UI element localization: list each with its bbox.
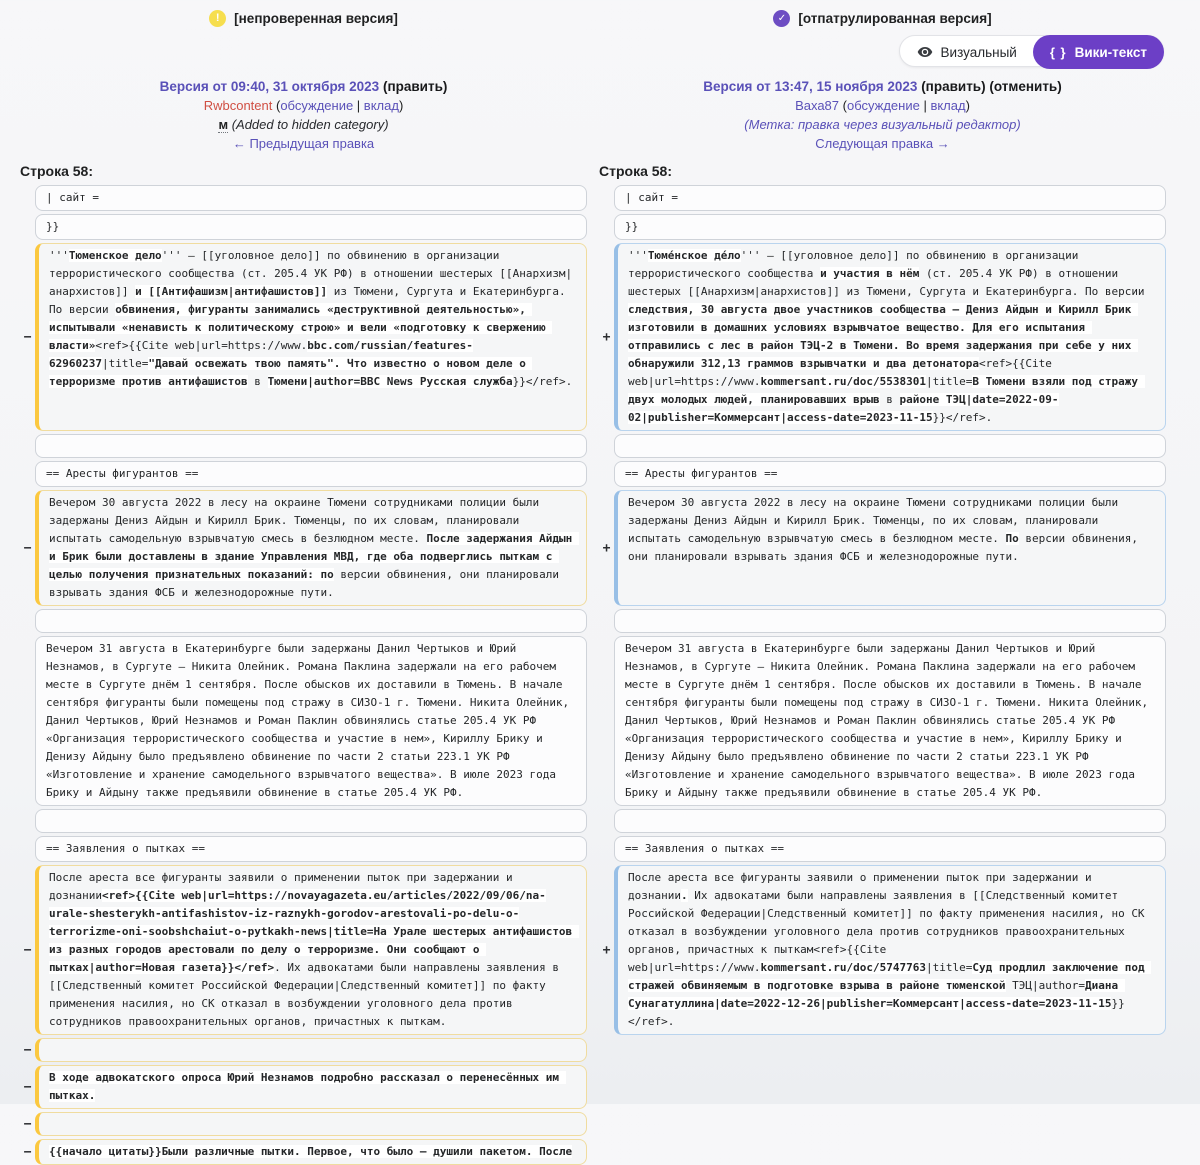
- diff-cell-context: == Аресты фигурантов ==: [614, 461, 1166, 487]
- new-revision-status-label: [отпатрулированная версия]: [798, 11, 992, 26]
- diff-row: [0, 809, 1200, 833]
- gutter-spacer: [599, 636, 614, 806]
- old-version-header: [20, 77, 587, 153]
- minor-edit-marker: м: [218, 117, 229, 132]
- diff-cell-context: [35, 609, 587, 633]
- diff-row: [0, 609, 1200, 633]
- diff-table: [0, 185, 1200, 1165]
- gutter-spacer: [599, 185, 614, 211]
- new-version-date-link[interactable]: Версия от 13:47, 15 ноября 2023: [703, 79, 918, 94]
- new-version-header: [599, 77, 1166, 153]
- new-version-column-cell: [599, 461, 1166, 487]
- new-version-column-cell: [599, 243, 1166, 431]
- old-version-column-cell: [20, 461, 587, 487]
- wikitext-mode-label: Вики-текст: [1074, 44, 1147, 60]
- diff-cell-deleted: [35, 1112, 587, 1136]
- old-user-talk-link[interactable]: обсуждение: [280, 98, 354, 113]
- old-version-column-cell: [20, 636, 587, 806]
- diff-row: [0, 1112, 1200, 1136]
- previous-edit-link[interactable]: ← Предыдущая правка: [232, 136, 375, 151]
- diff-cell-context: }}: [35, 214, 587, 240]
- line-number-row: [0, 163, 1200, 179]
- deleted-line-marker: −: [23, 942, 32, 958]
- empty-column-spacer: [599, 1065, 1166, 1109]
- old-version-user-line: [204, 96, 404, 115]
- diff-cell-added: Вечером 30 августа 2022 в лесу на окраине Тюмени сотрудниками полиции были задержаны Дениз Айдын и Кирилл Брик. Тюменцы, по их словам, планировали испытать самодельную взрывчатую смесь в безлюдном месте. По версии обвинения, они планировали взрывать здания ФСБ и железнодорожные пути.: [614, 490, 1166, 606]
- empty-column-spacer: [599, 1038, 1166, 1062]
- diff-row: [0, 214, 1200, 240]
- check-glyph: ✓: [777, 12, 787, 24]
- paren: ): [965, 98, 970, 113]
- old-version-column-cell: [20, 609, 587, 633]
- next-edit-link[interactable]: Следующая правка →: [815, 136, 950, 151]
- visual-mode-button[interactable]: [900, 36, 1034, 68]
- new-version-column-cell: [599, 636, 1166, 806]
- added-line-marker: +: [602, 329, 611, 345]
- diff-row: [0, 836, 1200, 862]
- old-line-number-header: Строка 58:: [20, 163, 93, 179]
- gutter-spacer: [599, 434, 614, 458]
- old-version-column-cell: [20, 865, 587, 1035]
- diff-cell-deleted: [35, 1038, 587, 1062]
- gutter-spacer: [20, 461, 35, 487]
- gutter-spacer: [599, 809, 614, 833]
- diff-row: [0, 185, 1200, 211]
- edit-summary: (Added to hidden category): [228, 117, 389, 132]
- old-version-column-cell: [20, 243, 587, 431]
- diff-cell-context: [35, 434, 587, 458]
- deleted-line-marker: −: [23, 1042, 32, 1058]
- new-version-undo-link[interactable]: (отменить): [985, 79, 1062, 94]
- old-revision-status-label: [непроверенная версия]: [234, 11, 398, 26]
- gutter-spacer: [599, 461, 614, 487]
- diff-cell-deleted: После ареста все фигуранты заявили о применении пыток при задержании и дознании<ref>{{Cite web|url=https://novayagazeta.eu/articles/2022/09/06/na-urale-shesterykh-antifashistov-iz-raznykh-gorodov-arestovali-po-delu-o-terrorizme-oni-soobshchaiut-o-pytkakh-news|title=На Урале шестерых антифашистов из разных городов арестовали по делу о терроризме. Они сообщают о пытках|author=Новая газета}}</ref>. Их адвокатами были направлены заявления в [[Следственный комитет Российской Федерации|Следственный комитет]] по факту применения насилия, но СК отказал в возбуждении уголовного дела против сотрудников правоохранительных органов, причастных к пыткам.: [35, 865, 587, 1035]
- old-user-contribs-link[interactable]: вклад: [363, 98, 399, 113]
- gutter-spacer: [20, 636, 35, 806]
- added-line-marker: +: [602, 942, 611, 958]
- new-version-nav-line: [815, 134, 950, 153]
- gutter-spacer: [599, 214, 614, 240]
- diff-cell-deleted: В ходе адвокатского опроса Юрий Незнамов подробно рассказал о перенесённых им пытках.: [35, 1065, 587, 1109]
- paren: (: [839, 98, 847, 113]
- old-version-column-cell: [20, 1038, 587, 1062]
- new-version-column-cell: [599, 214, 1166, 240]
- diff-cell-deleted: Вечером 30 августа 2022 в лесу на окраине Тюмени сотрудниками полиции были задержаны Дениз Айдын и Кирилл Брик. Тюменцы, по их словам, планировали испытать самодельную взрывчатую смесь в безлюдном месте. После задержания Айдын и Брик были доставлены в здание Управления МВД, где оба подверглись пыткам с целью получения признательных показаний: по версии обвинения, они планировали взрывать здания ФСБ и железнодорожные пути.: [35, 490, 587, 606]
- diff-row: [0, 434, 1200, 458]
- diff-row: [0, 636, 1200, 806]
- old-version-user-link[interactable]: Rwbcontent: [203, 98, 273, 113]
- gutter-spacer: [20, 809, 35, 833]
- pipe-separator: |: [353, 98, 364, 113]
- warning-glyph: !: [215, 12, 220, 24]
- new-version-column-cell: [599, 434, 1166, 458]
- patrolled-check-icon: [773, 10, 790, 27]
- diff-cell-context: == Заявления о пытках ==: [614, 836, 1166, 862]
- diff-cell-context: | сайт =: [614, 185, 1166, 211]
- paren: ): [398, 98, 404, 113]
- gutter-spacer: [599, 836, 614, 862]
- diff-row: [0, 461, 1200, 487]
- old-version-column-cell: [20, 1065, 587, 1109]
- old-version-column-cell: [20, 434, 587, 458]
- revision-status-row: [0, 0, 1200, 27]
- diff-row: [0, 1139, 1200, 1165]
- old-version-column-cell: [20, 1139, 587, 1165]
- old-version-edit-link[interactable]: (править): [379, 79, 448, 94]
- new-version-column-cell: [599, 490, 1166, 606]
- version-headers-row: [0, 77, 1200, 153]
- old-revision-status: [20, 10, 587, 27]
- unpatrolled-warning-icon: [209, 10, 226, 27]
- diff-cell-context: Вечером 31 августа в Екатеринбурге были задержаны Данил Чертыков и Юрий Незнамов, в Сургуте — Никита Олейник. Романа Паклина задержали на его рабочем месте в Сургуте днём 1 сентября. После обысков их доставили в Тюмень. В начале сентября фигуранты были помещены под стражу в СИЗО-1 г. Тюмени. Никита Олейник, Данил Чертыков, Юрий Незнамов и Роман Паклин обвинялись статье 205.4 УК РФ «Организация террористического сообщества и участие в нем», Кириллу Брику и Денизу Айдыну было предъявлено обвинение по части 2 статьи 223.1 УК РФ «Изготовление и хранение самодельного взрывчатого вещества». В июле 2023 года Брику и Айдыну также предъявили обвинение в статье 205.4 УК РФ.: [35, 636, 587, 806]
- eye-icon: [917, 44, 933, 60]
- gutter-spacer: [20, 214, 35, 240]
- new-user-contribs-link[interactable]: вклад: [930, 98, 966, 113]
- diff-cell-context: [35, 809, 587, 833]
- old-version-column-cell: [20, 836, 587, 862]
- diff-cell-context: [614, 609, 1166, 633]
- diff-row: [0, 865, 1200, 1035]
- new-version-column-cell: [599, 865, 1166, 1035]
- wikitext-mode-button[interactable]: [1033, 35, 1164, 69]
- empty-column-spacer: [599, 1112, 1166, 1136]
- diff-cell-context: == Аресты фигурантов ==: [35, 461, 587, 487]
- pipe-separator: |: [919, 98, 931, 113]
- gutter-spacer: [599, 609, 614, 633]
- diff-cell-deleted: '''Тюменское дело''' — [[уголовное дело]] по обвинению в организации террористического сообщества (ст. 205.4 УК РФ) в отношении шестерых [[Анархизм|анархистов]] и [[Антифашизм|антифашистов]] из Тюмени, Сургута и Екатеринбурга. По версии обвинения, фигуранты занимались «деструктивной деятельностью», испытывали «ненависть к политическому строю» и вели «подготовку к свержению власти»<ref>{{Cite web|url=https://www.bbc.com/russian/features-62960237|title="Давай освежать твою память". Что известно о новом деле о терроризме против антифашистов в Тюмени|author=BBC News Русская служба}}</ref>.: [35, 243, 587, 431]
- gutter-spacer: [20, 185, 35, 211]
- editor-mode-toolbar: [0, 35, 1200, 67]
- old-version-column-cell: [20, 809, 587, 833]
- diff-cell-added: '''Тюме́нское де́ло''' — [[уголовное дело]] по обвинению в организации террористического сообщества и участия в нём (ст. 205.4 УК РФ) в отношении шестерых [[Анархизм|анархистов]] из Тюмени, Сургута и Екатеринбурга. По версии следствия, 30 августа двое участников сообщества — Дениз Айдын и Кирилл Брик изготовили в домашних условиях взрывчатое вещество. Для его испытания отправились с лес в район ТЭЦ-2 в Тюмени. Во время задержания при себе у них обнаружили 312,13 граммов взрывчатки и два детонатора<ref>{{Cite web|url=https://www.kommersant.ru/doc/5538301|title=В Тюмени взяли под стражу двух молодых людей, планировавших врыв в районе ТЭЦ|date=2022-09-02|publisher=Коммерсант|access-date=2023-11-15}}</ref>.: [614, 243, 1166, 431]
- diff-row: [0, 243, 1200, 431]
- diff-cell-context: Вечером 31 августа в Екатеринбурге были задержаны Данил Чертыков и Юрий Незнамов, в Сургуте — Никита Олейник. Романа Паклина задержали на его рабочем месте в Сургуте днём 1 сентября. После обысков их доставили в Тюмень. В начале сентября фигуранты были помещены под стражу в СИЗО-1 г. Тюмени. Никита Олейник, Данил Чертыков, Юрий Незнамов и Роман Паклин обвинялись статье 205.4 УК РФ «Организация террористического сообщества и участие в нем», Кириллу Брику и Денизу Айдыну было предъявлено обвинение по части 2 статьи 223.1 УК РФ «Изготовление и хранение самодельного взрывчатого вещества». В июле 2023 года Брику и Айдыну также предъявили обвинение в статье 205.4 УК РФ.: [614, 636, 1166, 806]
- deleted-line-marker: −: [23, 1116, 32, 1132]
- edit-tag: (Метка: правка через визуальный редактор): [744, 117, 1021, 132]
- new-version-user-line: [795, 96, 970, 115]
- old-version-date-link[interactable]: Версия от 09:40, 31 октября 2023: [159, 79, 380, 94]
- old-version-column-cell: [20, 185, 587, 211]
- gutter-spacer: [20, 434, 35, 458]
- diff-cell-context: [614, 434, 1166, 458]
- new-version-title-line: [703, 77, 1061, 96]
- diff-cell-context: == Заявления о пытках ==: [35, 836, 587, 862]
- diff-cell-context: [614, 809, 1166, 833]
- braces-icon: { }: [1049, 44, 1067, 60]
- editor-mode-toggle: [899, 35, 1164, 67]
- old-version-comment-line: [218, 115, 388, 134]
- deleted-line-marker: −: [23, 1144, 32, 1160]
- diff-cell-added: После ареста все фигуранты заявили о применении пыток при задержании и дознании. Их адвокатами были направлены заявления в [[Следственный комитет Российской Федерации|Следственный комитет]] по факту применения насилия, но СК отказал в возбуждении уголовного дела против сотрудников правоохранительных органов, причастных к пыткам<ref>{{Cite web|url=https://www.kommersant.ru/doc/5747763|title=Суд продлил заключение под стражей обвиняемым в подготовке взрыва в районе тюменской ТЭЦ|author=Диана Сунагатуллина|date=2022-12-26|publisher=Коммерсант|access-date=2023-11-15}}</ref>.: [614, 865, 1166, 1035]
- gutter-spacer: [20, 836, 35, 862]
- old-version-title-line: [160, 77, 448, 96]
- new-version-tag-line: [744, 115, 1020, 134]
- deleted-line-marker: −: [23, 329, 32, 345]
- new-version-column-cell: [599, 185, 1166, 211]
- deleted-line-marker: −: [23, 1079, 32, 1095]
- new-version-user-link[interactable]: Ваха87: [795, 98, 840, 113]
- new-version-column-cell: [599, 836, 1166, 862]
- diff-row: [0, 490, 1200, 606]
- diff-cell-deleted: {{начало цитаты}}Были различные пытки. Первое, что было — душили пакетом. После: [35, 1139, 587, 1165]
- diff-cell-context: }}: [614, 214, 1166, 240]
- old-version-nav-line: [233, 134, 374, 153]
- visual-mode-label: Визуальный: [940, 44, 1017, 60]
- added-line-marker: +: [602, 540, 611, 556]
- empty-column-spacer: [599, 1139, 1166, 1165]
- paren: (: [272, 98, 281, 113]
- new-revision-status: [599, 10, 1166, 27]
- old-version-column-cell: [20, 214, 587, 240]
- old-version-column-cell: [20, 490, 587, 606]
- deleted-line-marker: −: [23, 540, 32, 556]
- new-version-column-cell: [599, 609, 1166, 633]
- old-version-column-cell: [20, 1112, 587, 1136]
- new-line-number-header: Строка 58:: [599, 163, 672, 179]
- gutter-spacer: [20, 609, 35, 633]
- new-version-column-cell: [599, 809, 1166, 833]
- new-version-edit-link[interactable]: (править): [917, 79, 986, 94]
- diff-cell-context: | сайт =: [35, 185, 587, 211]
- new-user-talk-link[interactable]: обсуждение: [846, 98, 920, 113]
- diff-row: [0, 1038, 1200, 1062]
- diff-row: [0, 1065, 1200, 1109]
